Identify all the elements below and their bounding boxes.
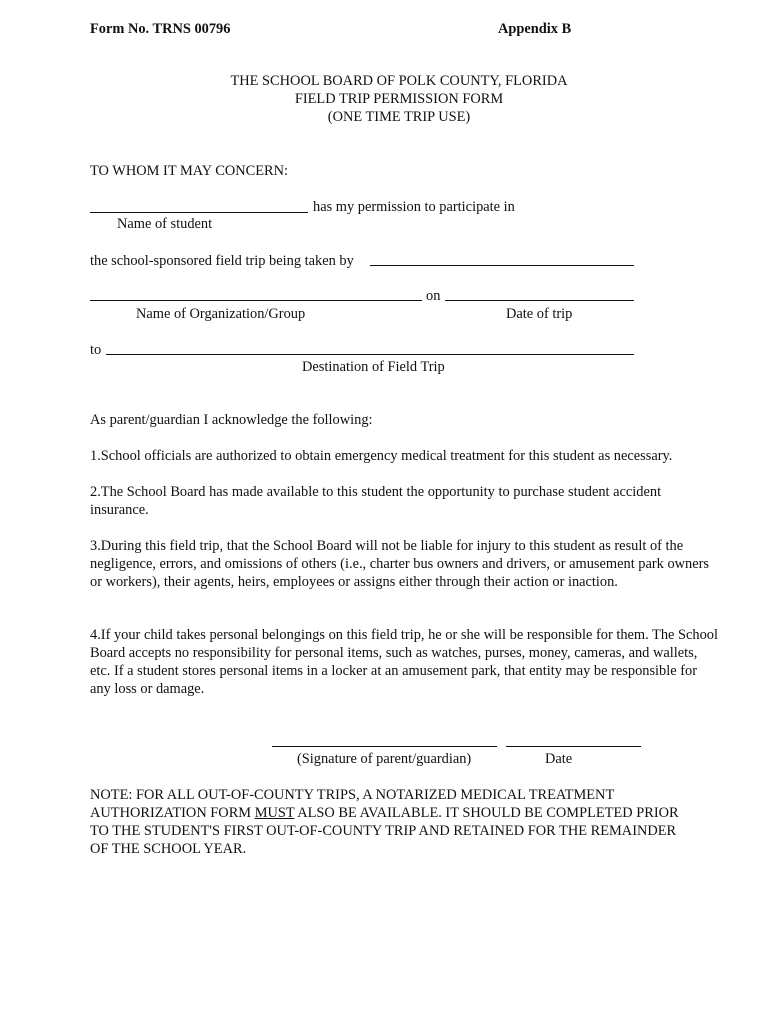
permission-text: has my permission to participate in (313, 199, 515, 215)
trip-date-blank[interactable] (445, 300, 634, 301)
student-name-blank[interactable] (90, 212, 308, 213)
note (90, 786, 690, 858)
destination-label: Destination of Field Trip (302, 359, 445, 375)
title-line-1: THE SCHOOL BOARD OF POLK COUNTY, FLORIDA (230, 73, 568, 89)
item-1: 1.School officials are authorized to obtain emergency medical treatment for this student as necessary. (90, 448, 673, 464)
title-line-2: FIELD TRIP PERMISSION FORM (294, 91, 504, 107)
on-text: on (426, 288, 441, 304)
destination-blank[interactable] (106, 354, 634, 355)
item-4: 4.If your child takes personal belongings on this field trip, he or she will be responsible for them. The School Board accepts no responsibility for personal items, such as watches, purses, money, cameras, and wallets, etc. If a student stores personal items in a locker at an amusement park, that entity may be responsible for any loss or damage. (90, 627, 719, 697)
organization-blank[interactable] (90, 300, 422, 301)
to-text: to (90, 342, 102, 358)
form-number: Form No. TRNS 00796 (90, 21, 231, 37)
note-emphasis: MUST (254, 805, 295, 821)
signature-date-blank[interactable] (506, 746, 641, 747)
signature-label: (Signature of parent/guardian) (297, 751, 472, 767)
trip-by-text: the school-sponsored field trip being taken by (90, 253, 354, 269)
appendix-label: Appendix B (498, 21, 572, 37)
salutation: TO WHOM IT MAY CONCERN: (90, 163, 289, 179)
organization-label: Name of Organization/Group (136, 306, 306, 322)
student-name-label: Name of student (117, 216, 213, 232)
trip-date-label: Date of trip (506, 306, 573, 322)
item-2: 2.The School Board has made available to this student the opportunity to purchase student accident insurance. (90, 484, 662, 518)
acknowledge-intro: As parent/guardian I acknowledge the following: (90, 412, 373, 428)
signature-blank[interactable] (272, 746, 497, 747)
signature-date-label: Date (545, 751, 573, 767)
item-3: 3.During this field trip, that the School Board will not be liable for injury to this student as result of the negligence, errors, and omissions of others (i.e., charter bus owners and drivers, or amusement park owners or workers), their agents, heirs, employees or assigns either through their action or inaction. (90, 538, 710, 590)
note-text-before: NOTE: FOR ALL OUT-OF-COUNTY TRIPS, A NOTARIZED MEDICAL TREATMENT AUTHORIZATION FORM (90, 787, 614, 821)
title-line-3: (ONE TIME TRIP USE) (327, 109, 471, 125)
note-text-after: ALSO BE AVAILABLE. IT SHOULD BE COMPLETED PRIOR TO THE STUDENT'S FIRST OUT-OF-COUNTY TRIP AND RETAINED FOR THE REMAINDER OF THE SCHOOL YEAR. (90, 805, 679, 857)
trip-by-blank[interactable] (370, 265, 634, 266)
